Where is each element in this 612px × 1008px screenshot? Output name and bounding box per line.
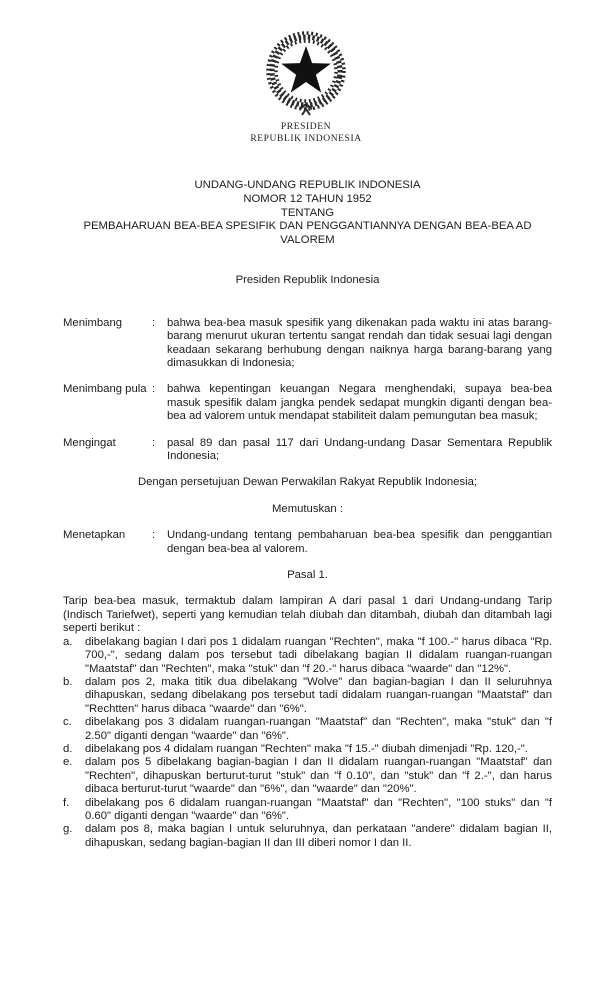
consideration-text: bahwa kepentingan keuangan Negara menghendaki, supaya bea-bea masuk spesifik dalam jangka pendek sedapat mungkin diganti dengan bea-bea ad valorem untuk mendapat stabiliteit dalam pemungutan bea masuk; [167,383,552,423]
list-item-text: dibelakang pos 4 didalam ruangan "Rechten" maka "f 15.-" diubah dimenjadi "Rp. 120,-". [85,742,528,755]
pasal-1-heading: Pasal 1. [287,569,328,582]
consideration-colon: : [152,436,156,449]
law-title-line1: UNDANG-UNDANG REPUBLIK INDONESIA [194,179,421,192]
consideration-row-menimbang [63,317,552,371]
list-item-letter: d. [63,742,73,755]
menetapkan-colon: : [152,529,156,542]
list-item-e [63,756,552,796]
subtitle-presiden-republik-indonesia: Presiden Republik Indonesia [235,274,380,287]
letterhead-republik-indonesia: REPUBLIK INDONESIA [250,133,362,144]
list-item-d [63,743,552,756]
menetapkan-label: Menetapkan [63,529,126,542]
consideration-colon: : [152,383,156,396]
consideration-text: pasal 89 dan pasal 117 dari Undang-undang Dasar Sementara Republik Indonesia; [167,436,552,463]
list-item-text: dibelakang pos 3 didalam ruangan-ruangan "Maatstaf" dan "Rechten", maka "stuk" dan "f 2.50" diganti dengan "waarde" dan "6%". [85,716,552,742]
list-item-letter: e. [63,756,73,769]
consideration-colon: : [152,316,156,329]
list-item-f [63,797,552,824]
consideration-row-mengingat [63,437,552,464]
agreement-line: Dengan persetujuan Dewan Perwakilan Rakyat Republik Indonesia; [137,476,478,489]
list-item-letter: c. [63,716,72,729]
list-item-letter: a. [63,635,73,648]
list-item-text: dibelakang pos 6 didalam ruangan-ruangan "Maatstaf" dan "Rechten", "100 stuks" dan "f 0.60" diganti dengan "waarde" dan "6%". [85,796,552,822]
law-title-line3: TENTANG [280,206,335,219]
list-item-b [63,676,552,716]
pasal-1-intro: Tarip bea-bea masuk, termaktub dalam lampiran A dari pasal 1 dari Undang-undang Tarip (Indisch Tariefwet), seperti yang kemudian telah diubah dan ditambah, diubah dan ditambah lagi seperti berikut : [63,595,552,635]
law-title-block [63,179,552,247]
list-item-g [63,823,552,850]
menetapkan-text: Undang-undang tentang pembaharuan bea-bea spesifik dan penggantian dengan bea-bea al valorem. [167,529,552,555]
considerations-section [63,317,552,464]
consideration-label: Menimbang [63,316,123,329]
document-body [0,179,612,850]
consideration-row-menimbang-pula [63,383,552,423]
consideration-label: Menimbang pula [63,383,147,396]
letterhead-presiden: PRESIDEN [280,122,332,133]
list-item-text: dalam pos 5 dibelakang bagian-bagian I dan II didalam ruangan-ruangan "Maatstaf" dan "Rechten", dihapuskan berturut-turut "stuk" dan "f 0.10", dan "stuk" dan "f 2.-", dan harus dibaca berturut-turut "waarde" dan "6%", dan "waarde" dan "20%". [85,756,552,796]
list-item-letter: g. [63,823,73,836]
list-item-a [63,636,552,676]
consideration-label: Mengingat [63,436,116,449]
list-item-letter: f. [63,796,70,809]
list-item-text: dalam pos 8, maka bagian I untuk seluruhnya, dan perkataan "andere" didalam bagian II, dihapuskan, sedang bagian-bagian II dan III diberi nomor I dan II. [85,823,552,849]
list-item-c [63,716,552,743]
law-title-line4: PEMBAHARUAN BEA-BEA SPESIFIK DAN PENGGANTIANNYA DENGAN BEA-BEA AD VALOREM [83,220,532,246]
list-item-letter: b. [63,675,73,688]
letterhead-seal [0,0,612,145]
list-item-text: dibelakang bagian I dari pos 1 didalam ruangan "Rechten", maka "f 100.-" harus dibaca "Rp. 700,-", sedang dalam pos tersebut tadi dibelakang bagian II didalam ruangan-ruangan "Maatstaf" dan "Rechten", maka "stuk" dan "f 20.-" harus dibaca "waarde" dan "12%". [85,635,552,675]
consideration-text: bahwa bea-bea masuk spesifik yang dikenakan pada waktu ini atas barang-barang menurut ukuran tertentu sangat rendah dan tidak sesuai lagi dengan keadaan sekarang berhubung dengan naiknya harga barang-barang yang dimasukkan di Indonesia; [167,316,552,369]
menetapkan-row [63,529,552,556]
list-item-text: dalam pos 2, maka titik dua dibelakang "Wolve" dan bagian-bagian I dan II seluruhnya dihapuskan, sedang dibelakang pos tersebut tadi didalam ruangan-ruangan "Maatstaf" dan "Rechtten" harus dibaca "waarde" dan "6%". [85,675,552,715]
law-title-line2: NOMOR 12 TAHUN 1952 [243,193,372,205]
memutuskan-heading: Memutuskan : [272,502,343,515]
presidential-seal-icon [260,30,352,118]
pasal-1-item-list [63,636,552,851]
